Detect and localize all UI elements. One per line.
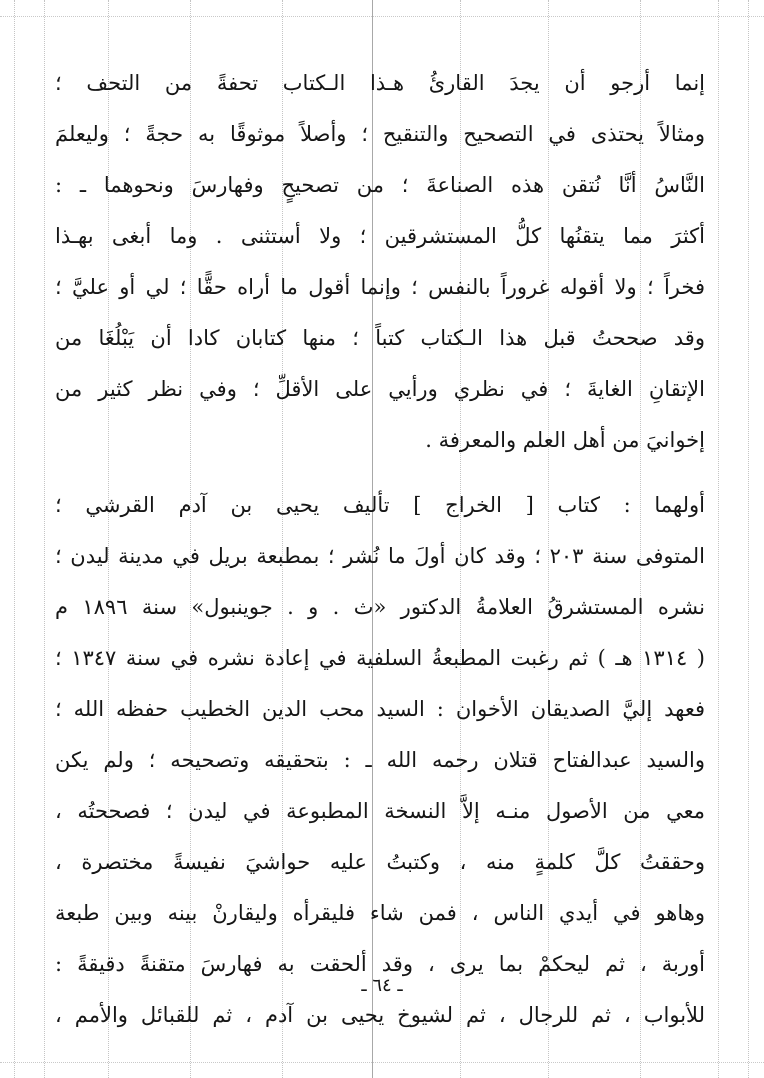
paragraph-gap xyxy=(55,466,705,480)
text-line: نشره المستشرقُ العلامةُ الدكتور «ث . و . جوينبول» سنة ١٨٩٦ م xyxy=(55,595,705,619)
text-line: إخوانيَ من أهل العلم والمعرفة . xyxy=(425,428,705,452)
text-line: أوربة ، ثم ليحكمْ بما يرى ، وقد ألحقت به فهارسَ متقنةً دقيقةً : xyxy=(55,952,705,976)
text-line: وحققتُ كلَّ كلمةٍ منه ، وكتبتُ عليه حواشيَ نفيسةً مختصرة ، xyxy=(55,850,705,874)
text-line: الإتقانِ الغايةَ ؛ في نظري ورأيي على الأقلِّ ؛ وفي نظر كثير من xyxy=(55,377,705,401)
text-line: فعهد إليَّ الصديقان الأخوان : السيد محب الدين الخطيب حفظه الله ؛ xyxy=(55,697,705,721)
text-line: للأبواب ، ثم للرجال ، ثم لشيوخ يحيى بن آدم ، ثم للقبائل والأمم ، xyxy=(55,1003,705,1027)
text-line: معي من الأصول منـه إلاَّ النسخة المطبوعة في ليدن ؛ فصححتُه ، xyxy=(55,799,705,823)
paragraph-2 xyxy=(55,480,705,1041)
paragraph-1 xyxy=(55,58,705,466)
text-line: أكثرَ مما يتقنُها كلُّ المستشرقين ؛ ولا أستثنى . وما أبغى بهـذا xyxy=(55,224,705,248)
text-line: وقد صححتُ قبل هذا الـكتاب كتباً ؛ منها كتابان كادا أن يَبْلُغَا من xyxy=(55,326,705,350)
text-line: فخراً ؛ ولا أقوله غروراً بالنفس ؛ وإنما أقول ما أراه حقًّا ؛ لي أو عليَّ ؛ xyxy=(55,275,705,299)
text-line: والسيد عبدالفتاح قتلان رحمه الله ـ : بتحقيقه وتصحيحه ؛ ولم يكن xyxy=(55,748,705,772)
text-line: وهاهو في أيدي الناس ، فمن شاء فليقرأه وليقارنْ بينه وبين طبعة xyxy=(55,901,705,925)
page-number: ـ ٦٤ ـ xyxy=(361,975,403,996)
text-line: أولهما : كتاب [ الخراج ] تأليف يحيى بن آدم القرشي ؛ xyxy=(55,493,705,517)
page-text xyxy=(55,58,705,1041)
text-line: ومثالاً يحتذى في التصحيح والتنقيح ؛ وأصلاً موثوقًا به حجةً ؛ وليعلمَ xyxy=(55,122,705,146)
text-line: النَّاسُ أنَّا نُتقن هذه الصناعةَ ؛ من تصحيحٍ وفهارسَ ونحوهما ـ : xyxy=(55,173,705,197)
text-line: إنما أرجو أن يجدَ القارئُ هـذا الـكتاب تحفةً من التحف ؛ xyxy=(55,71,705,95)
text-line: ( ١٣١٤ هـ ) ثم رغبت المطبعةُ السلفية في إعادة نشره في سنة ١٣٤٧ ؛ xyxy=(55,646,705,670)
text-line: المتوفى سنة ٢٠٣ ؛ وقد كان أولَ ما نُشر ؛ بمطبعة بريل في مدينة ليدن ؛ xyxy=(55,544,705,568)
